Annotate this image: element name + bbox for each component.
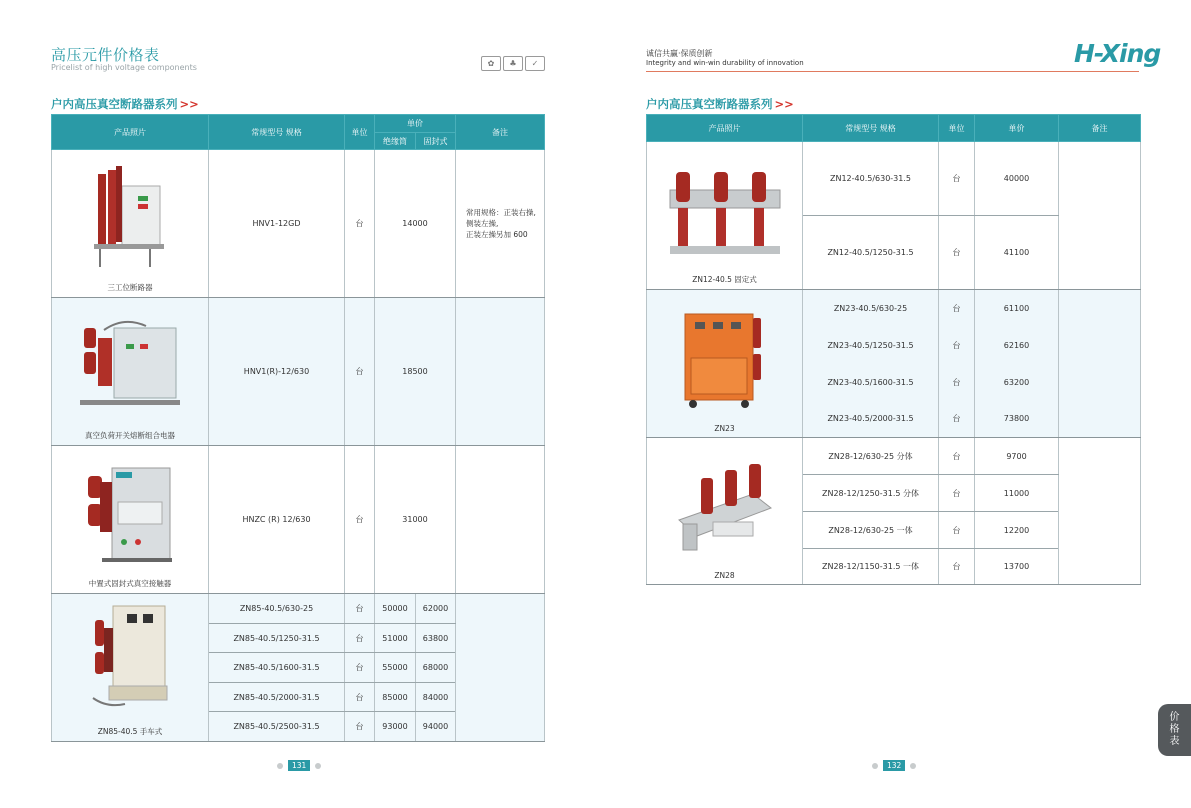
header-price: 单价	[375, 115, 456, 133]
price-sealed-cell: 63800	[416, 624, 456, 653]
model-cell: ZN12-40.5/1250-31.5	[803, 216, 939, 290]
model-cell: ZN28-12/1250-31.5 分体	[803, 475, 939, 512]
product-caption: ZN12-40.5 固定式	[692, 275, 757, 284]
note-cell	[1059, 142, 1141, 290]
header-photo: 产品照片	[52, 115, 209, 150]
side-tab-char: 格	[1169, 724, 1180, 735]
note-cell	[1059, 438, 1141, 585]
price-insulated-cell: 50000	[375, 594, 416, 624]
section-title	[646, 96, 794, 112]
model-cell: ZN23-40.5/1600-31.5	[803, 364, 939, 401]
unit-cell: 台	[345, 594, 375, 624]
model-cell: ZN85-40.5/2500-31.5	[209, 712, 345, 742]
slogan: 诚信共赢·保质创新	[646, 49, 713, 58]
header-photo: 产品照片	[647, 115, 803, 142]
certification-icons	[481, 56, 545, 71]
price-cell: 40000	[975, 142, 1059, 216]
table-row	[52, 150, 545, 298]
pager-dot	[872, 763, 878, 769]
product-caption: 真空负荷开关熔断组合电器	[85, 431, 175, 440]
model-cell: ZN12-40.5/630-31.5	[803, 142, 939, 216]
product-caption: ZN23	[714, 424, 735, 433]
note-cell	[456, 594, 545, 742]
page-number: 132	[883, 760, 905, 771]
unit-cell: 台	[345, 150, 375, 298]
price-cell: 12200	[975, 512, 1059, 549]
unit-cell: 台	[939, 401, 975, 438]
price-cell: 41100	[975, 216, 1059, 290]
price-sealed-cell: 62000	[416, 594, 456, 624]
price-table-left	[51, 114, 545, 742]
unit-cell: 台	[939, 327, 975, 364]
product-photo-cell	[647, 142, 803, 290]
note-line: 常用规格：正装右操,	[466, 208, 536, 217]
model-cell: ZN28-12/630-25 分体	[803, 438, 939, 475]
model-cell: ZN23-40.5/630-25	[803, 290, 939, 327]
certificate-icon: ♣	[503, 56, 523, 71]
header-unit: 单位	[939, 115, 975, 142]
header-unit: 单位	[345, 115, 375, 150]
model-cell: ZN23-40.5/1250-31.5	[803, 327, 939, 364]
unit-cell: 台	[939, 216, 975, 290]
product-photo	[82, 462, 178, 568]
model-cell: ZN28-12/630-25 一体	[803, 512, 939, 549]
product-caption: ZN28	[714, 571, 735, 580]
product-photo-cell	[52, 446, 209, 594]
unit-cell: 台	[345, 653, 375, 683]
product-caption: 三工位断路器	[107, 283, 153, 292]
model-cell: ZN85-40.5/1250-31.5	[209, 624, 345, 653]
header-divider	[646, 71, 1139, 72]
product-photo	[673, 464, 777, 560]
section-arrow: >>	[774, 97, 794, 111]
note-line: 侧装左操,	[466, 219, 499, 228]
page-subtitle: Pricelist of high voltage components	[51, 63, 197, 72]
certificate-icon: ✓	[525, 56, 545, 71]
price-cell: 62160	[975, 327, 1059, 364]
section-arrow: >>	[179, 97, 199, 111]
price-cell: 61100	[975, 290, 1059, 327]
price-cell: 31000	[375, 446, 456, 594]
header-note: 备注	[456, 115, 545, 150]
page-indicator	[277, 760, 321, 771]
note-cell	[456, 446, 545, 594]
model-cell: ZN23-40.5/2000-31.5	[803, 401, 939, 438]
product-photo	[666, 168, 784, 268]
price-insulated-cell: 85000	[375, 683, 416, 712]
unit-cell: 台	[939, 290, 975, 327]
price-sealed-cell: 68000	[416, 653, 456, 683]
header-model: 常规型号 规格	[209, 115, 345, 150]
table-row	[52, 446, 545, 594]
price-cell: 9700	[975, 438, 1059, 475]
product-photo-cell	[647, 290, 803, 438]
product-photo-cell	[52, 150, 209, 298]
page-indicator	[872, 760, 916, 771]
table-row	[647, 142, 1141, 216]
note-line: 正装左操另加 600	[466, 230, 528, 239]
note-cell	[456, 298, 545, 446]
price-cell: 13700	[975, 549, 1059, 585]
pager-dot	[910, 763, 916, 769]
product-photo-cell	[647, 438, 803, 585]
header-price-sealed: 固封式	[416, 133, 456, 150]
unit-cell: 台	[345, 683, 375, 712]
product-photo	[677, 308, 773, 412]
table-row	[647, 438, 1141, 475]
section-title	[51, 96, 199, 112]
pager-dot	[315, 763, 321, 769]
side-tab-char: 表	[1169, 736, 1180, 747]
section-title-text: 户内高压真空断路器系列	[51, 97, 178, 111]
section-title-text: 户内高压真空断路器系列	[646, 97, 773, 111]
product-photo	[85, 600, 175, 718]
price-sealed-cell: 94000	[416, 712, 456, 742]
model-cell: ZN85-40.5/630-25	[209, 594, 345, 624]
section-side-tab[interactable]	[1158, 704, 1191, 756]
unit-cell: 台	[939, 549, 975, 585]
price-insulated-cell: 93000	[375, 712, 416, 742]
price-sealed-cell: 84000	[416, 683, 456, 712]
note-cell	[1059, 290, 1141, 438]
unit-cell: 台	[939, 512, 975, 549]
table-row	[647, 290, 1141, 327]
model-cell: ZN85-40.5/2000-31.5	[209, 683, 345, 712]
price-cell: 18500	[375, 298, 456, 446]
model-cell: HNV1(R)-12/630	[209, 298, 345, 446]
product-photo-cell	[52, 594, 209, 742]
brand-logo: H-Xing	[1074, 39, 1161, 68]
product-photo-cell	[52, 298, 209, 446]
right-page	[596, 0, 1191, 808]
unit-cell: 台	[939, 142, 975, 216]
price-table-right	[646, 114, 1141, 585]
header-note: 备注	[1059, 115, 1141, 142]
left-page	[0, 0, 595, 808]
model-cell: ZN28-12/1150-31.5 一体	[803, 549, 939, 585]
slogan-english: Integrity and win-win durability of innovation	[646, 59, 804, 67]
certificate-icon: ✿	[481, 56, 501, 71]
model-cell: HNV1-12GD	[209, 150, 345, 298]
price-insulated-cell: 51000	[375, 624, 416, 653]
model-cell: ZN85-40.5/1600-31.5	[209, 653, 345, 683]
price-insulated-cell: 55000	[375, 653, 416, 683]
unit-cell: 台	[939, 438, 975, 475]
pager-dot	[277, 763, 283, 769]
unit-cell: 台	[939, 475, 975, 512]
header-model: 常规型号 规格	[803, 115, 939, 142]
price-cell: 11000	[975, 475, 1059, 512]
header-price-insulated: 绝缘筒	[375, 133, 416, 150]
unit-cell: 台	[345, 298, 375, 446]
header-price: 单价	[975, 115, 1059, 142]
product-photo	[74, 314, 186, 414]
note-cell	[456, 150, 545, 298]
model-cell: HNZC (R) 12/630	[209, 446, 345, 594]
page-title: 高压元件价格表	[51, 46, 160, 64]
price-cell: 14000	[375, 150, 456, 298]
price-cell: 63200	[975, 364, 1059, 401]
product-photo	[90, 162, 170, 272]
side-tab-char: 价	[1169, 712, 1180, 723]
unit-cell: 台	[345, 712, 375, 742]
price-cell: 73800	[975, 401, 1059, 438]
product-caption: 中置式固封式真空接触器	[88, 579, 172, 588]
product-caption: ZN85-40.5 手车式	[97, 727, 163, 736]
table-row	[52, 298, 545, 446]
unit-cell: 台	[939, 364, 975, 401]
unit-cell: 台	[345, 446, 375, 594]
page-number: 131	[288, 760, 310, 771]
table-row	[52, 594, 545, 624]
unit-cell: 台	[345, 624, 375, 653]
